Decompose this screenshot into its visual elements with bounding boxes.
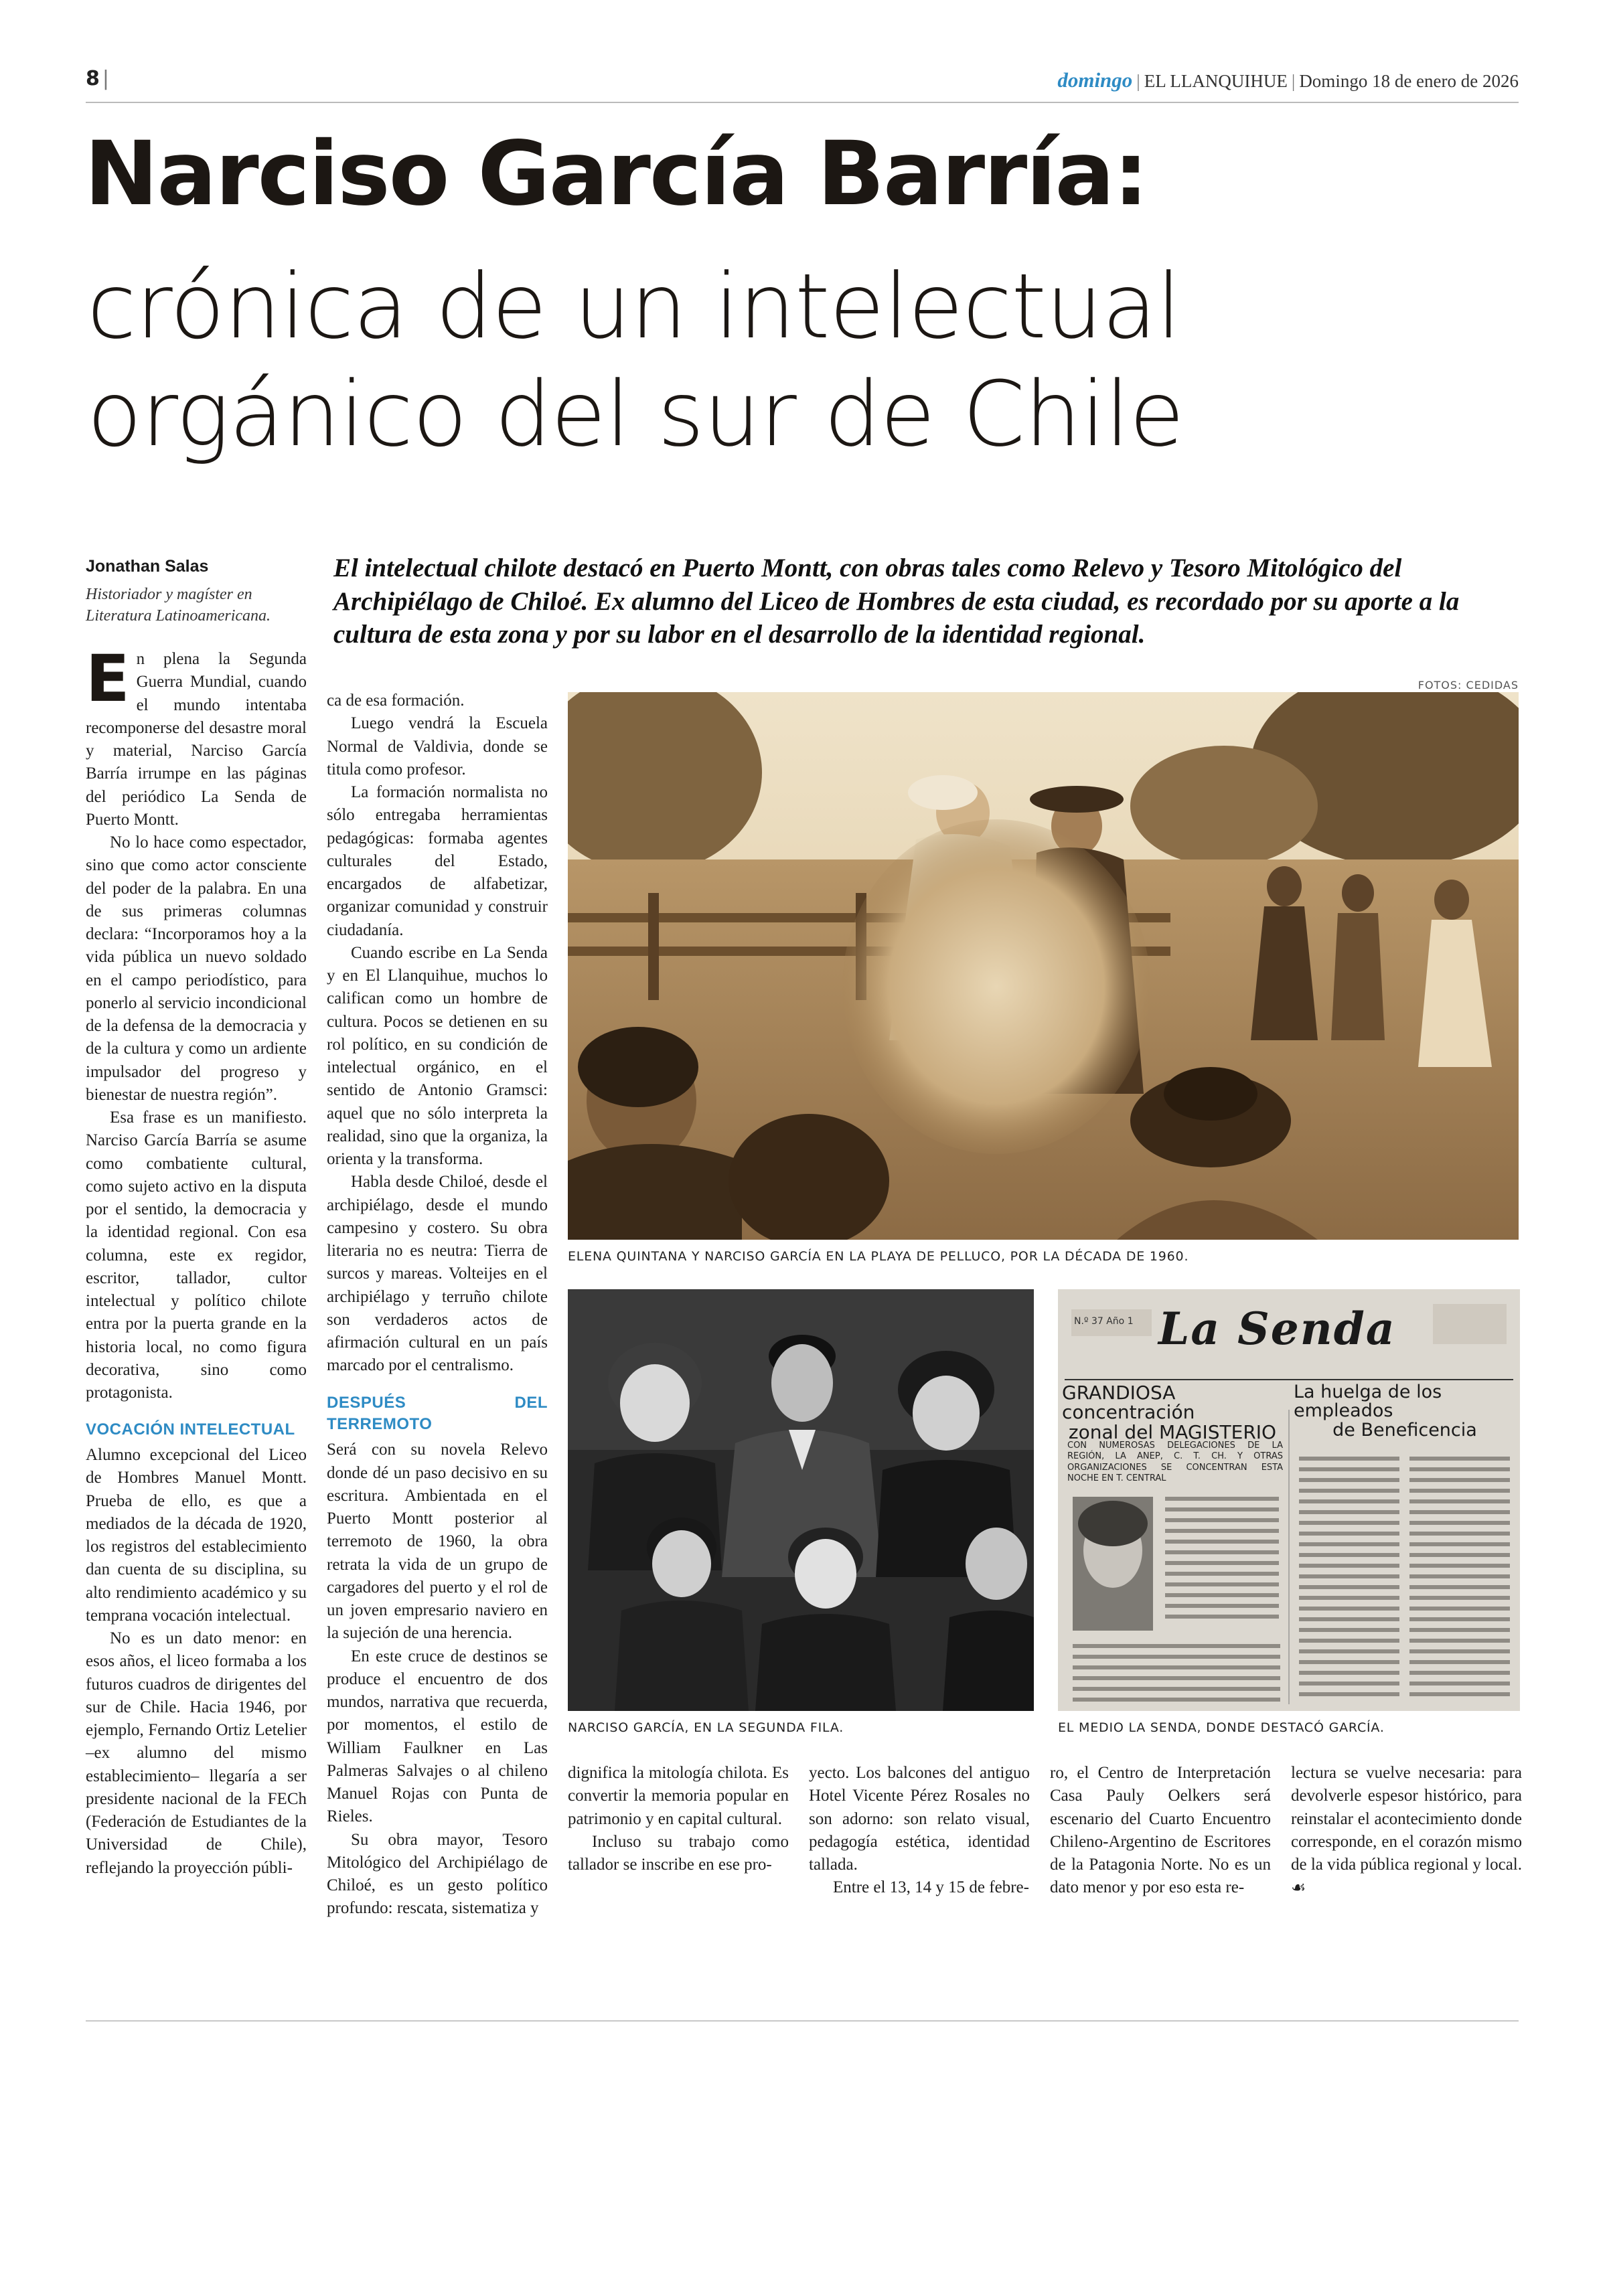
footer-rule xyxy=(86,2020,1519,2022)
photo-credit: FOTOS: CEDIDAS xyxy=(1418,679,1519,691)
paragraph: ro, el Centro de Interpretación Casa Pauly Oelkers será escenario del Cuarto Encuentro Chileno-Argentino de Escritores de la Patagonia Norte. No es un dato menor y por eso esta re- xyxy=(1050,1764,1271,1897)
paragraph: dignifica la mitología chilota. Es convertir la memoria popular en patrimonio y en capital cultural. xyxy=(568,1764,789,1828)
text-column-2 xyxy=(327,689,548,1920)
clip-subhead: CON NUMEROSAS DELEGACIONES DE LA REGIÓN, LA ANEP, C. T. CH. Y OTRAS ORGANIZACIONES SE CONCENTRAN ESTA NOCHE EN T. CENTRAL xyxy=(1067,1441,1283,1483)
author-name: Jonathan Salas xyxy=(86,557,209,576)
newspaper-clipping xyxy=(1058,1289,1520,1711)
text-column-3 xyxy=(568,1762,789,1876)
text-column-1 xyxy=(86,641,307,1880)
main-photo-caption: ELENA QUINTANA Y NARCISO GARCÍA EN LA PLAYA DE PELLUCO, POR LA DÉCADA DE 1960. xyxy=(568,1249,1189,1264)
text-column-6 xyxy=(1291,1762,1522,1900)
paragraph: Alumno excepcional del Liceo de Hombres Manuel Montt. Prueba de ello, es que a mediados de la década de 1920, los registros del establecimiento dan cuenta de su disciplina, su alto rendimiento académico y su temprana vocación intelectual. xyxy=(86,1446,307,1625)
clip-headline-right: La huelga de los empleados de Beneficencia xyxy=(1294,1382,1477,1441)
paragraph: La formación normalista no sólo entregaba herramientas pedagógicas: formaba agentes culturales del Estado, encargados de alfabetizar, organizar comunidad y construir ciudadanía. xyxy=(327,783,548,939)
masthead: domingo | EL LLANQUIHUE | Domingo 18 de enero de 2026 xyxy=(1057,68,1519,92)
paragraph: Esa frase es un manifiesto. Narciso García Barría se asume como combatiente cultural, como sujeto activo en la disputa por el sentido, la democracia y la identidad regional. Con esa columna, este ex regidor, escritor, tallador, cultor intelectual y político chilote entra por la puerta grande en la historia local, no como figura decorativa, sino como protagonista. xyxy=(86,1109,307,1402)
paragraph: No lo hace como espectador, sino que como actor consciente del poder de la palabra. En una de sus primeras columnas declara: “Incorporamos hoy a la vida pública un nuevo soldado en el campo periodístico, para ponerlo al servicio incondicional de la defensa de la democracia y de la cultura y como un ardiente impulsador del progreso y bienestar de nuestra región”. xyxy=(86,833,307,1104)
author-description: Historiador y magíster en Literatura Latinoamericana. xyxy=(86,586,271,625)
headline-sub xyxy=(87,253,1184,469)
paragraph: En plena la Segunda Guerra Mundial, cuando el mundo intentaba recomponerse del desastre moral y material, Narciso García Barría irrumpe en las páginas del periódico La Senda de Puerto Montt. xyxy=(86,641,307,829)
text-column-5 xyxy=(1050,1762,1271,1900)
clip-issue: N.º 37 Año 1 xyxy=(1074,1316,1134,1327)
header-rule xyxy=(86,102,1519,103)
clip-masthead: La Senda xyxy=(1158,1303,1396,1355)
paragraph: Será con su novela Relevo donde dé un paso decisivo en su escritura. Ambientada en el Puerto Montt posterior al terremoto de 1960, la obra retrata la vida de un grupo de cargadores del puerto y el rol de un joven empresario naviero en la sujeción de una herencia. xyxy=(327,1441,548,1643)
page-number: 8 | xyxy=(86,67,109,90)
paragraph: yecto. Los balcones del antiguo Hotel Vicente Pérez Rosales no son adorno: son relato visual, pedagogía estética, identidad tallada. xyxy=(809,1764,1030,1874)
paragraph: ca de esa formación. xyxy=(327,691,465,710)
headline-main: Narciso García Barría: xyxy=(84,122,1148,226)
paragraph: En este cruce de destinos se produce el encuentro de dos mundos, narrativa que recuerda, por momentos, el estilo de William Faulkner en Las Palmeras Salvajes o al chileno Manuel Rojas con Punta de Rieles. xyxy=(327,1647,548,1826)
group-photo-caption: NARCISO GARCÍA, EN LA SEGUNDA FILA. xyxy=(568,1720,844,1735)
article-lede: El intelectual chilote destacó en Puerto Montt, con obras tales como Relevo y Tesoro Mitológico del Archipiélago de Chiloé. Ex alumno del Liceo de Hombres de esta ciudad, es recordado por su aporte a la cultura de esta zona y por su labor en el desarrollo de la identidad regional. xyxy=(333,554,1460,649)
paragraph: Luego vendrá la Escuela Normal de Valdivia, donde se titula como profesor. xyxy=(327,714,548,778)
paragraph: Incluso su trabajo como tallador se inscribe en ese pro- xyxy=(568,1832,789,1874)
end-mark-icon: ☙ xyxy=(1291,1878,1306,1898)
main-photo xyxy=(568,692,1519,1240)
headline-sub-line1: crónica de un intelectual xyxy=(87,254,1181,359)
group-photo xyxy=(568,1289,1034,1711)
paragraph: Habla desde Chiloé, desde el archipiélago, desde el mundo campesino y costero. Su obra literaria no es neutra: Tierra de surcos y mareas. Volteijes en el archipiélago y terruño chilote son verdaderos actos de afirmación cultural en un país marcado por el centralismo. xyxy=(327,1173,548,1375)
newspaper-caption: EL MEDIO LA SENDA, DONDE DESTACÓ GARCÍA. xyxy=(1058,1720,1385,1735)
section-brand: domingo xyxy=(1057,68,1133,92)
publication-date: Domingo 18 de enero de 2026 xyxy=(1299,71,1519,91)
paragraph: lectura se vuelve necesaria: para devolverle espesor histórico, para reinstalar el acontecimiento donde corresponde, en el corazón mismo de la vida pública regional y local. ☙ xyxy=(1291,1764,1523,1898)
paragraph: Entre el 13, 14 y 15 de febre- xyxy=(833,1878,1029,1897)
subheading: VOCACIÓN INTELECTUAL xyxy=(86,1420,295,1439)
headline-sub-line2: orgánico del sur de Chile xyxy=(87,361,1184,467)
subheading: DESPUÉS DEL TERREMOTO xyxy=(327,1393,548,1434)
drop-cap: E xyxy=(86,641,130,716)
clip-headline-left: GRANDIOSA concentración zonal del MAGISTERIO xyxy=(1062,1382,1277,1443)
paragraph: Su obra mayor, Tesoro Mitológico del Archipiélago de Chiloé, es un gesto político profundo: rescata, sistematiza y xyxy=(327,1830,548,1918)
text-column-4 xyxy=(809,1762,1030,1900)
paragraph: No es un dato menor: en esos años, el liceo formaba a los futuros cuadros de dirigentes del sur de Chile. Hacia 1946, por ejemplo, Fernando Ortiz Letelier –ex alumno del mismo establecimiento– llegaría a ser presidente nacional de la FECh (Federación de Estudiantes de la Universidad de Chile), reflejando la proyección públi- xyxy=(86,1629,307,1877)
paragraph: Cuando escribe en La Senda y en El Llanquihue, muchos lo califican como un hombre de cultura. Pocos se detienen en su rol político, en su condición de intelectual orgánico, en el sentido de Antonio Gramsci: aquel que no sólo interpreta la realidad, sino que la organiza, la orienta y la transforma. xyxy=(327,943,548,1168)
publication-name: EL LLANQUIHUE xyxy=(1144,71,1288,91)
